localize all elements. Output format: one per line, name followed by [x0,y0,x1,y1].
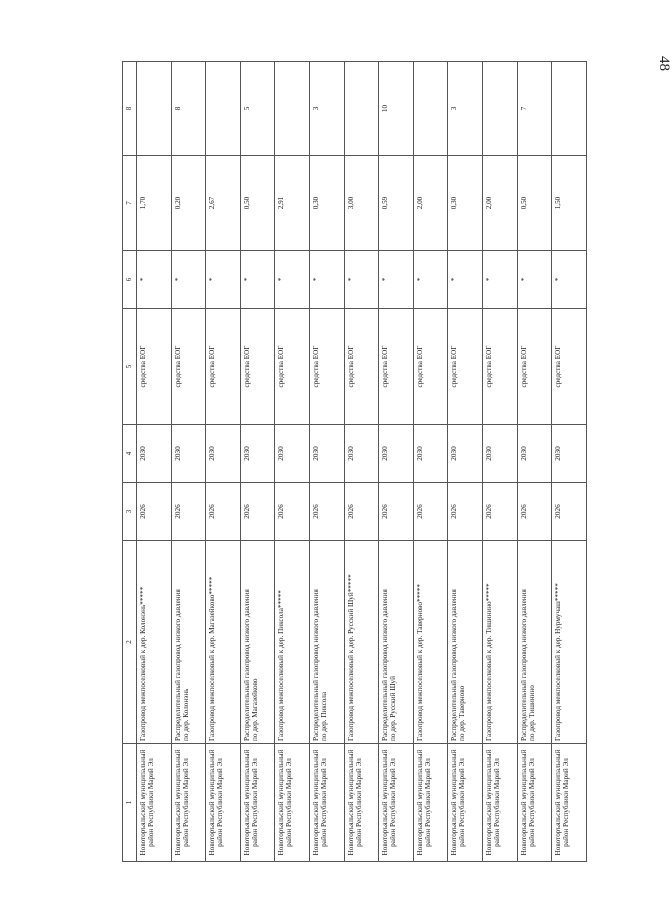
object-cell: Газопровод межпоселковый к дер. Таверново***** [413,541,448,744]
funding-cell: средства ЕОГ [275,309,310,425]
table-row [482,62,517,862]
column-6-cell: * [206,251,241,309]
funding-cell: средства ЕОГ [379,309,414,425]
district-cell: Новоторъяльский муниципальный район Республики Марий Эл [206,744,241,862]
funding-cell: средства ЕОГ [171,309,206,425]
column-6-cell: * [482,251,517,309]
start-year-cell: 2026 [206,483,241,541]
column-number: 2 [123,541,137,744]
column-6-cell: * [240,251,275,309]
object-cell: Газопровод межпоселковый к дер. Тишинино***** [482,541,517,744]
column-6-cell: * [517,251,552,309]
column-6-cell: * [552,251,587,309]
column-number-row [123,62,137,862]
start-year-cell: 2026 [171,483,206,541]
table-row [309,62,344,862]
column-number: 7 [123,156,137,251]
column-6-cell: * [448,251,483,309]
end-year-cell: 2030 [344,425,379,483]
district-cell: Новоторъяльский муниципальный район Республики Марий Эл [413,744,448,862]
table-row [413,62,448,862]
start-year-cell: 2026 [482,483,517,541]
column-number: 5 [123,309,137,425]
column-8-cell: 8 [171,62,206,156]
length-cell: 1,50 [552,156,587,251]
district-cell: Новоторъяльский муниципальный район Республики Марий Эл [275,744,310,862]
length-cell: 2,91 [275,156,310,251]
start-year-cell: 2026 [517,483,552,541]
column-8-cell: 5 [240,62,275,156]
end-year-cell: 2030 [552,425,587,483]
start-year-cell: 2026 [309,483,344,541]
table-row [379,62,414,862]
object-cell: Газопровод межпоселковый к дер. Пиксола***** [275,541,310,744]
district-cell: Новоторъяльский муниципальный район Республики Марий Эл [137,744,172,862]
column-8-cell [482,62,517,156]
object-name-line: Распределительный газопровод низкого давления [519,589,528,741]
start-year-cell: 2026 [552,483,587,541]
end-year-cell: 2030 [275,425,310,483]
district-cell: Новоторъяльский муниципальный район Республики Марий Эл [448,744,483,862]
start-year-cell: 2026 [379,483,414,541]
length-cell: 3,00 [344,156,379,251]
object-location-line: по дер. Колонэнь [181,688,190,741]
column-8-cell: 3 [448,62,483,156]
start-year-cell: 2026 [137,483,172,541]
object-cell [240,541,275,744]
length-cell: 0,50 [240,156,275,251]
object-name-line: Распределительный газопровод низкого давления [173,589,182,741]
funding-cell: средства ЕОГ [240,309,275,425]
column-number: 4 [123,425,137,483]
funding-cell: средства ЕОГ [448,309,483,425]
district-cell: Новоторъяльский муниципальный район Республики Марий Эл [344,744,379,862]
length-cell: 2,67 [206,156,241,251]
length-cell: 2,00 [482,156,517,251]
funding-cell: средства ЕОГ [552,309,587,425]
end-year-cell: 2030 [482,425,517,483]
object-cell: Газопровод межпоселковый к дер. Нурмучаш***** [552,541,587,744]
object-location-line: по дер. Тишинино [527,685,536,741]
column-8-cell [344,62,379,156]
start-year-cell: 2026 [275,483,310,541]
funding-cell: средства ЕОГ [344,309,379,425]
object-cell [517,541,552,744]
column-6-cell: * [275,251,310,309]
length-cell: 0,30 [448,156,483,251]
column-8-cell [552,62,587,156]
column-8-cell: 10 [379,62,414,156]
column-number: 6 [123,251,137,309]
funding-cell: средства ЕОГ [309,309,344,425]
end-year-cell: 2030 [309,425,344,483]
column-number: 1 [123,744,137,862]
object-cell: Газопровод межпоселковый к дер. Русский Шуй***** [344,541,379,744]
start-year-cell: 2026 [344,483,379,541]
object-name-line: Распределительный газопровод низкого давления [381,589,390,741]
district-cell: Новоторъяльский муниципальный район Республики Марий Эл [240,744,275,862]
column-8-cell [413,62,448,156]
column-8-cell [275,62,310,156]
table-row [137,62,172,862]
object-name-line: Распределительный газопровод низкого давления [242,589,251,741]
funding-cell: средства ЕОГ [413,309,448,425]
table-row [517,62,552,862]
object-location-line: по дер. Таверново [458,685,467,741]
column-6-cell: * [379,251,414,309]
column-8-cell: 3 [309,62,344,156]
column-8-cell [137,62,172,156]
column-8-cell: 7 [517,62,552,156]
column-6-cell: * [344,251,379,309]
start-year-cell: 2026 [413,483,448,541]
table-row [448,62,483,862]
funding-cell: средства ЕОГ [517,309,552,425]
object-cell [171,541,206,744]
length-cell: 0,30 [309,156,344,251]
column-6-cell: * [171,251,206,309]
table-row [275,62,310,862]
end-year-cell: 2030 [379,425,414,483]
gasification-table [122,61,587,862]
object-location-line: по дер. Магазейково [250,678,259,741]
end-year-cell: 2030 [206,425,241,483]
object-cell [309,541,344,744]
table-row [552,62,587,862]
district-cell: Новоторъяльский муниципальный район Республики Марий Эл [379,744,414,862]
length-cell: 0,20 [171,156,206,251]
table-row [240,62,275,862]
object-cell: Газопровод межпоселковый к дер. Колонэнь***** [137,541,172,744]
length-cell: 0,59 [379,156,414,251]
rotated-page [122,62,571,862]
object-name-line: Распределительный газопровод низкого давления [311,589,320,741]
table-row [344,62,379,862]
object-cell [448,541,483,744]
funding-cell: средства ЕОГ [206,309,241,425]
table-row [206,62,241,862]
district-cell: Новоторъяльский муниципальный район Республики Марий Эл [517,744,552,862]
table-row [171,62,206,862]
end-year-cell: 2030 [137,425,172,483]
district-cell: Новоторъяльский муниципальный район Республики Марий Эл [552,744,587,862]
object-cell: Газопровод межпоселковый к дер. Магазейково***** [206,541,241,744]
column-number: 8 [123,62,137,156]
page-number: 48 [656,56,672,71]
object-location-line: по дер. Пиксола [320,691,329,741]
object-cell [379,541,414,744]
column-8-cell [206,62,241,156]
end-year-cell: 2030 [517,425,552,483]
district-cell: Новоторъяльский муниципальный район Республики Марий Эл [309,744,344,862]
object-location-line: по дер. Русский Шуй [389,676,398,741]
funding-cell: средства ЕОГ [482,309,517,425]
column-6-cell: * [137,251,172,309]
end-year-cell: 2030 [413,425,448,483]
district-cell: Новоторъяльский муниципальный район Республики Марий Эл [482,744,517,862]
end-year-cell: 2030 [171,425,206,483]
length-cell: 0,50 [517,156,552,251]
length-cell: 2,00 [413,156,448,251]
column-6-cell: * [309,251,344,309]
end-year-cell: 2030 [240,425,275,483]
end-year-cell: 2030 [448,425,483,483]
funding-cell: средства ЕОГ [137,309,172,425]
start-year-cell: 2026 [448,483,483,541]
column-number: 3 [123,483,137,541]
district-cell: Новоторъяльский муниципальный район Республики Марий Эл [171,744,206,862]
object-name-line: Распределительный газопровод низкого давления [450,589,459,741]
start-year-cell: 2026 [240,483,275,541]
length-cell: 1,70 [137,156,172,251]
column-6-cell: * [413,251,448,309]
